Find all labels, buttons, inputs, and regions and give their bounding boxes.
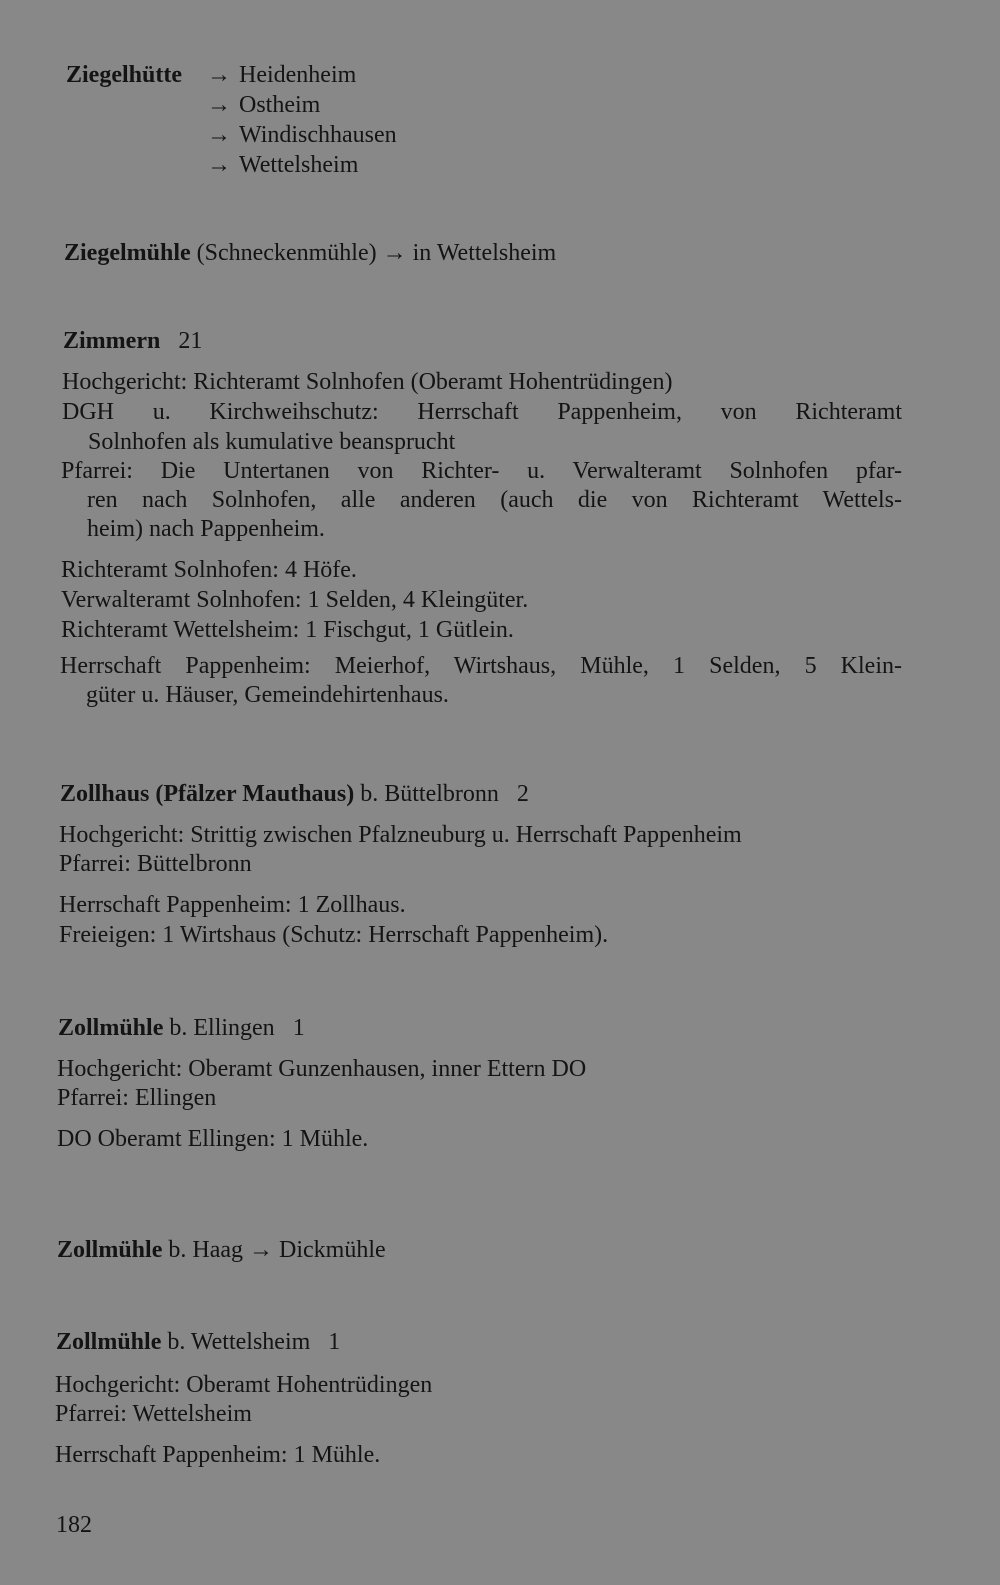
body-line: DO Oberamt Ellingen: 1 Mühle. xyxy=(57,1126,369,1152)
body-line: Herrschaft Pappenheim: 1 Zollhaus. xyxy=(59,892,406,918)
arrow-icon: → xyxy=(207,122,231,148)
location: b. Wettelsheim xyxy=(167,1329,311,1355)
reference-text: Ostheim xyxy=(239,92,321,118)
reference-text: in Wettelsheim xyxy=(412,240,557,266)
body-line: Solnhofen als kumulative beansprucht xyxy=(88,429,456,455)
body-line: güter u. Häuser, Gemeindehirtenhaus. xyxy=(86,682,449,708)
body-line: DGH u. Kirchweihschutz: Herrschaft Pappenheim, von Richteramt xyxy=(62,399,902,425)
headword: Ziegelhütte xyxy=(66,62,182,88)
arrow-icon: → xyxy=(249,1237,273,1263)
body-line: Hochgericht: Oberamt Hohentrüdingen xyxy=(55,1372,433,1398)
body-line: Hochgericht: Oberamt Gunzenhausen, inner Ettern DO xyxy=(57,1056,587,1082)
body-line: Freieigen: 1 Wirtshaus (Schutz: Herrschaft Pappenheim). xyxy=(59,922,609,948)
entry-line xyxy=(58,1013,305,1043)
location: b. Haag xyxy=(168,1237,243,1263)
cross-reference xyxy=(207,150,358,180)
body-line: Verwalteramt Solnhofen: 1 Selden, 4 Kleingüter. xyxy=(61,587,529,613)
entry-line xyxy=(56,1327,340,1357)
body-line: Pfarrei: Wettelsheim xyxy=(55,1401,252,1427)
headword: Zollmühle xyxy=(56,1329,162,1355)
body-line: Hochgericht: Richteramt Solnhofen (Oberamt Hohentrüdingen) xyxy=(62,369,673,395)
arrow-icon: → xyxy=(207,92,231,118)
entry-line xyxy=(57,1235,386,1265)
alternate-name: (Schneckenmühle) xyxy=(196,240,377,266)
body-line: Pfarrei: Die Untertanen von Richter- u. Verwalteramt Solnhofen pfar- xyxy=(61,458,902,484)
headword: Zollmühle xyxy=(58,1015,164,1041)
count: 1 xyxy=(292,1015,305,1041)
body-line: Herrschaft Pappenheim: Meierhof, Wirtshaus, Mühle, 1 Selden, 5 Klein- xyxy=(60,653,902,679)
body-line: Richteramt Solnhofen: 4 Höfe. xyxy=(61,557,357,583)
headword: Zollhaus (Pfälzer Mauthaus) xyxy=(60,781,355,807)
arrow-icon: → xyxy=(382,240,407,266)
entry-line xyxy=(66,60,182,90)
count: 1 xyxy=(328,1329,341,1355)
body-line: Herrschaft Pappenheim: 1 Mühle. xyxy=(55,1442,381,1468)
body-line: heim) nach Pappenheim. xyxy=(87,516,325,542)
location: b. Büttelbronn xyxy=(360,781,499,807)
reference-text: Wettelsheim xyxy=(239,152,359,178)
count: 21 xyxy=(178,328,203,354)
headword: Zimmern xyxy=(63,328,161,354)
location: b. Ellingen xyxy=(169,1015,275,1041)
body-line: Pfarrei: Ellingen xyxy=(57,1085,217,1111)
entry-line xyxy=(63,326,202,356)
arrow-icon: → xyxy=(207,152,231,178)
headword: Ziegelmühle xyxy=(64,240,191,266)
entry-line xyxy=(60,779,529,809)
reference-text: Heidenheim xyxy=(239,62,357,88)
body-line: Hochgericht: Strittig zwischen Pfalzneuburg u. Herrschaft Pappenheim xyxy=(59,822,742,848)
entry-line xyxy=(64,238,556,268)
cross-reference xyxy=(207,120,397,150)
count: 2 xyxy=(516,781,529,807)
body-line: Pfarrei: Büttelbronn xyxy=(59,851,252,877)
cross-reference xyxy=(207,90,320,120)
cross-reference xyxy=(207,60,356,90)
body-line: ren nach Solnhofen, alle anderen (auch die von Richteramt Wettels- xyxy=(87,487,902,513)
reference-text: Dickmühle xyxy=(279,1237,386,1263)
page-number: 182 xyxy=(56,1512,92,1538)
headword: Zollmühle xyxy=(57,1237,163,1263)
arrow-icon: → xyxy=(207,62,231,88)
reference-text: Windischhausen xyxy=(239,122,397,148)
body-line: Richteramt Wettelsheim: 1 Fischgut, 1 Gütlein. xyxy=(61,617,514,643)
